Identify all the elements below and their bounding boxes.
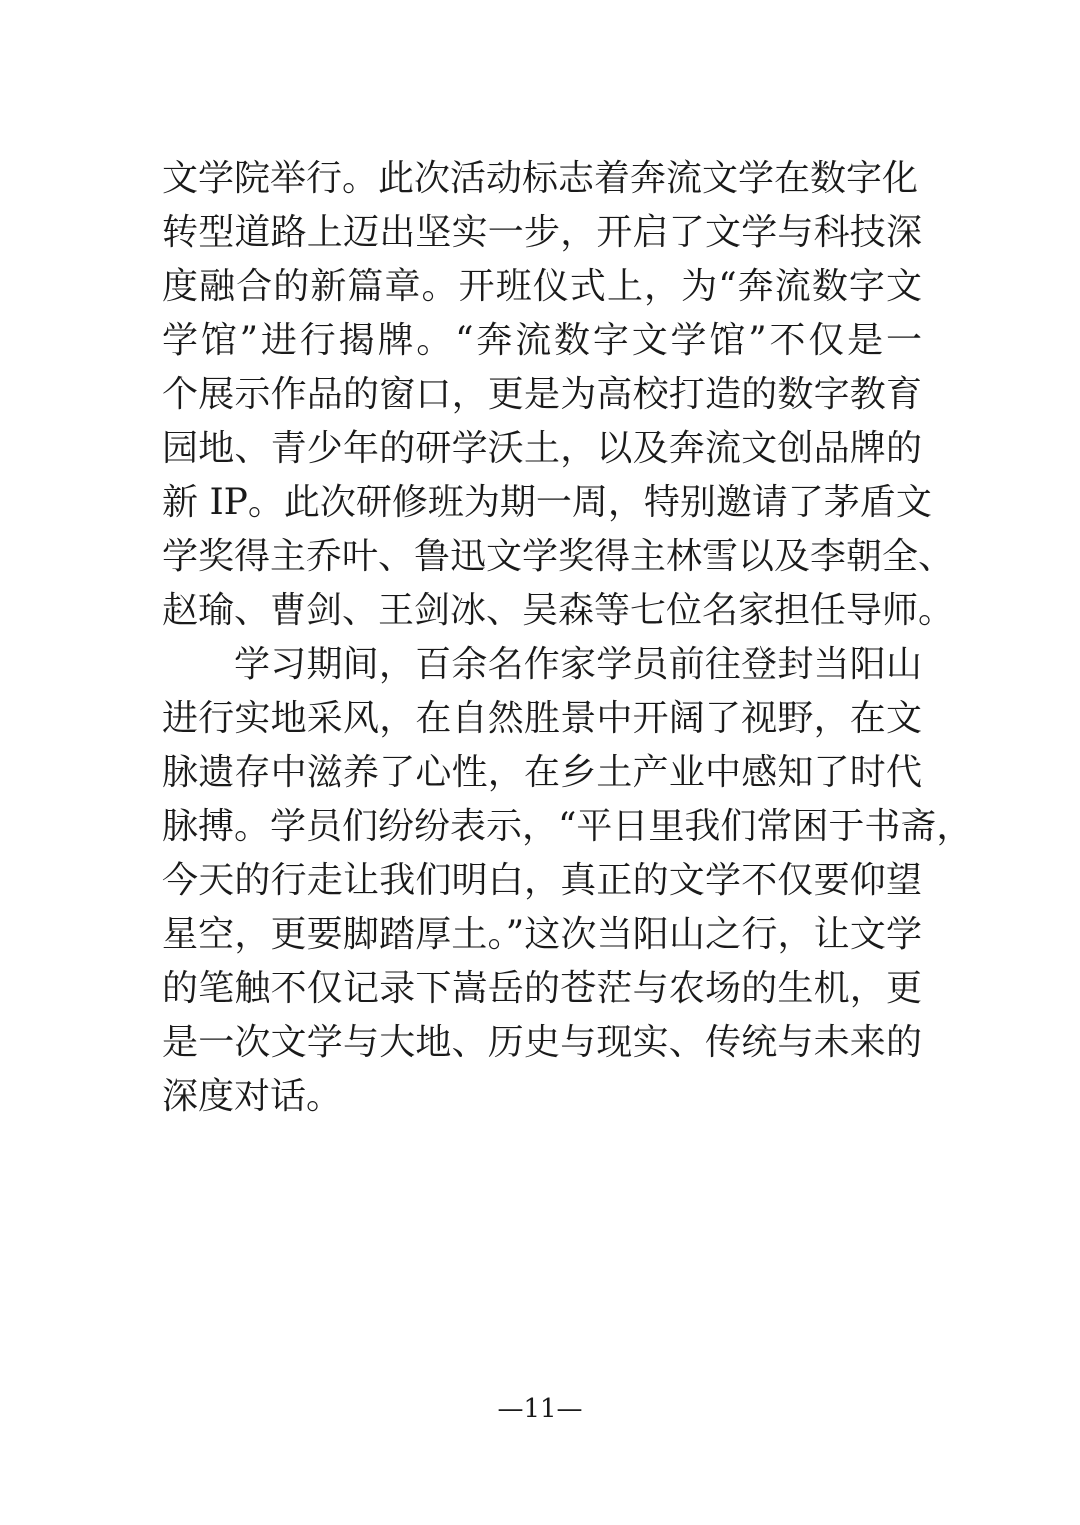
text-line: 今天的行走让我们明白，真正的文学不仅要仰望 xyxy=(162,860,922,901)
body-text xyxy=(162,152,973,1124)
text-line: 进行实地采风，在自然胜景中开阔了视野，在文 xyxy=(162,698,922,739)
text-line: 学馆”进行揭牌。“奔流数字文学馆”不仅是一 xyxy=(162,320,922,361)
text-line: 新 IP。此次研修班为期一周，特别邀请了茅盾文 xyxy=(162,482,932,523)
text-line: 学习期间，百余名作家学员前往登封当阳山 xyxy=(234,644,922,685)
text-line: 脉搏。学员们纷纷表示，“平日里我们常困于书斋， xyxy=(162,806,973,847)
text-line: 学奖得主乔叶、鲁迅文学奖得主林雪以及李朝全、 xyxy=(162,536,955,577)
text-line: 园地、青少年的研学沃土，以及奔流文创品牌的 xyxy=(162,428,922,469)
text-line: 脉遗存中滋养了心性，在乡土产业中感知了时代 xyxy=(162,752,922,793)
page-number: —11— xyxy=(497,1394,583,1424)
text-line: 的笔触不仅记录下嵩岳的苍茫与农场的生机，更 xyxy=(162,968,922,1009)
text-line: 深度对话。 xyxy=(162,1076,343,1117)
text-line: 度融合的新篇章。开班仪式上，为“奔流数字文 xyxy=(162,266,922,307)
text-line: 个展示作品的窗口，更是为高校打造的数字教育 xyxy=(162,374,922,415)
text-line: 文学院举行。此次活动标志着奔流文学在数字化 xyxy=(162,158,919,199)
text-line: 是一次文学与大地、历史与现实、传统与未来的 xyxy=(162,1022,922,1063)
text-line: 星空，更要脚踏厚土。”这次当阳山之行，让文学 xyxy=(162,914,922,955)
text-line: 转型道路上迈出坚实一步，开启了文学与科技深 xyxy=(162,212,922,253)
text-line: 赵瑜、曹剑、王剑冰、吴森等七位名家担任导师。 xyxy=(162,590,955,631)
